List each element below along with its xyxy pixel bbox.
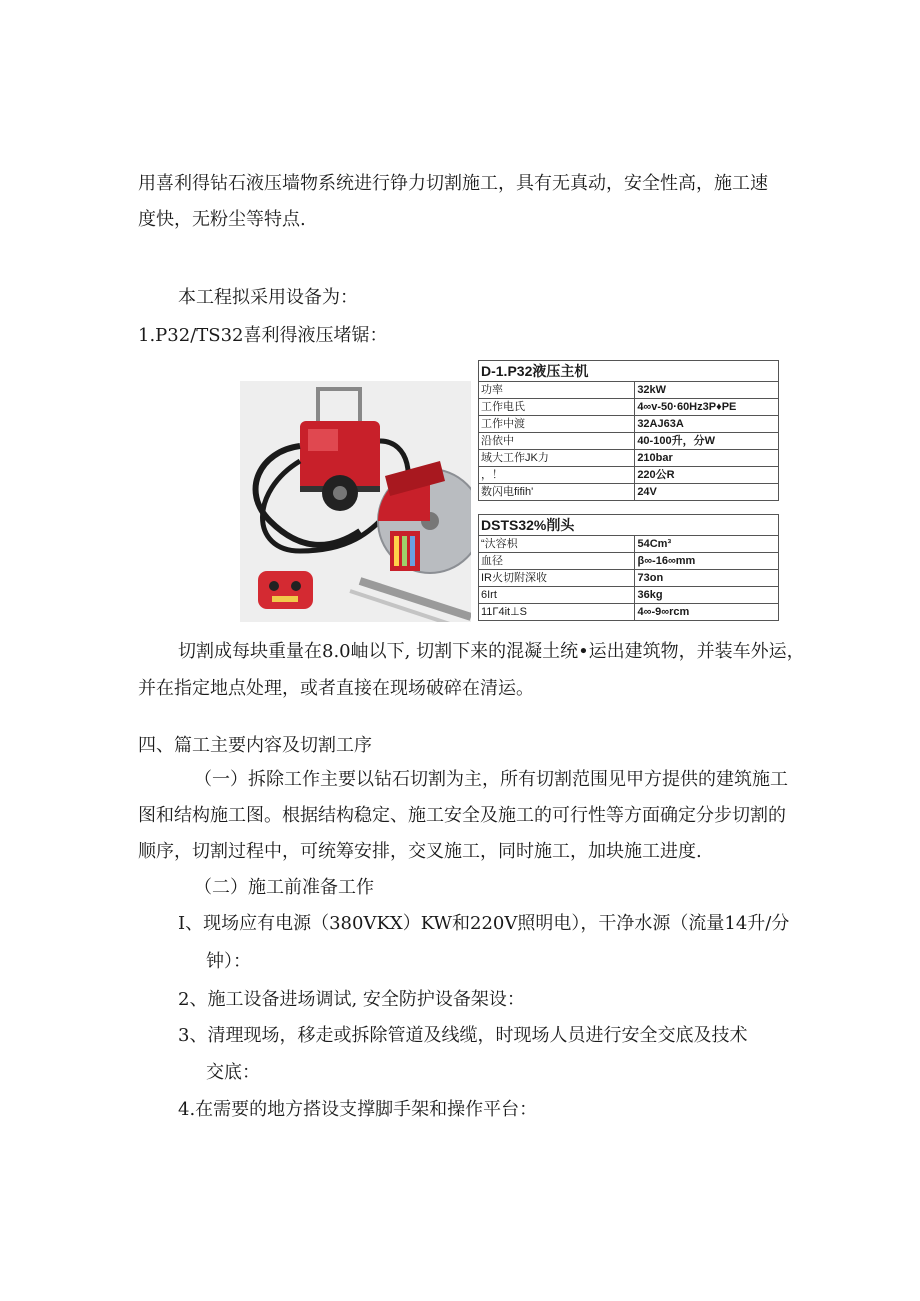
spec-label: 数闪电fifih' (479, 484, 635, 501)
intro-line-2: 度快，无粉尘等特点. (138, 209, 306, 230)
prep-item-3-line-2: 交底： (206, 1062, 260, 1083)
section-4-p1-line-2: 图和结构施工图。根据结构稳定、施工安全及施工的可行性等方面确定分步切割的 (138, 805, 786, 826)
spec-label: 工作中渡 (479, 416, 635, 433)
intro-line-1: 用喜利得钻石液压墙物系统进行铮力切割施工，具有无真动，安全性高，施工速 (138, 173, 768, 194)
power-unit-spec-header: D-1.P32液压主机 (479, 361, 779, 382)
remote-control (258, 571, 313, 609)
spec-row (479, 399, 779, 416)
spec-row (479, 467, 779, 484)
spec-value: 220公R (635, 467, 779, 484)
prep-item-1-line-1: I、现场应有电源（380VKX）KW和220V照明电），干净水源（流量14升/分 (178, 913, 790, 934)
spec-label: 功率 (479, 382, 635, 399)
equipment-item-1: 1.P32/TS32喜利得液压堵锯： (138, 325, 388, 346)
spec-row (479, 433, 779, 450)
saw-head-spec-table (478, 514, 779, 621)
spec-value: 4∞v-50·60Hz3P♦PE (635, 399, 779, 416)
section-4-p1-line-3: 顺序，切割过程中，可统筹安排，交叉施工，同时施工，加块施工进度. (138, 841, 702, 862)
saw-head-spec-header: DSTS32%削头 (479, 515, 779, 536)
wall-saw-illustration (240, 381, 471, 622)
spec-row (479, 382, 779, 399)
cut-line-2: 并在指定地点处理，或者直接在现场破碎在清运。 (138, 678, 534, 699)
spec-label: 沿依中 (479, 433, 635, 450)
section-4-p2-title: （二）施工前准备工作 (194, 877, 374, 898)
spec-label: ，！ (479, 467, 635, 484)
spec-value: 36kg (635, 587, 779, 604)
spec-row (479, 587, 779, 604)
hydraulic-wall-saw-photo (240, 381, 471, 622)
power-unit-spec-table (478, 360, 779, 501)
equipment-intro: 本工程拟采用设备为： (178, 287, 358, 308)
spec-row (479, 553, 779, 570)
spec-value: 73on (635, 570, 779, 587)
spec-row (479, 450, 779, 467)
spec-label: IR火切附深收 (479, 570, 635, 587)
spec-value: 32kW (635, 382, 779, 399)
prep-item-2: 2、施工设备进场调试, 安全防护设备架设： (178, 989, 525, 1010)
spec-value: 210bar (635, 450, 779, 467)
prep-item-1-line-2: 钟）： (206, 951, 251, 972)
spec-label: 域大工作JK力 (479, 450, 635, 467)
cut-line-1: 切割成每块重量在8.0岫以下, 切割下来的混凝土统•运出建筑物，并装车外运， (178, 641, 805, 662)
spec-label: “汏容枳 (479, 536, 635, 553)
spec-label: 6Irt (479, 587, 635, 604)
spec-value: 24V (635, 484, 779, 501)
spec-label: 11Γ4it⊥S (479, 604, 635, 621)
spec-value: β∞-16∞mm (635, 553, 779, 570)
spec-row (479, 484, 779, 501)
spec-row (479, 416, 779, 433)
spec-value: 40-100升，分W (635, 433, 779, 450)
spec-value: 4∞-9∞rcm (635, 604, 779, 621)
spec-row (479, 604, 779, 621)
spec-value: 32AJ63A (635, 416, 779, 433)
section-4-p1-line-1: （一）拆除工作主要以钻石切割为主，所有切割范围见甲方提供的建筑施工 (194, 769, 788, 790)
spec-row (479, 536, 779, 553)
spec-label: 工作电氏 (479, 399, 635, 416)
spec-value: 54Cm³ (635, 536, 779, 553)
prep-item-3-line-1: 3、清理现场，移走或拆除管道及线缆，时现场人员进行安全交底及技术 (178, 1025, 748, 1046)
section-4-title: 四、篇工主要内容及切割工序 (138, 735, 372, 756)
spec-label: 血径 (479, 553, 635, 570)
spec-row (479, 570, 779, 587)
prep-item-4: 4.在需要的地方搭设支撑脚手架和操作平台： (178, 1099, 538, 1120)
